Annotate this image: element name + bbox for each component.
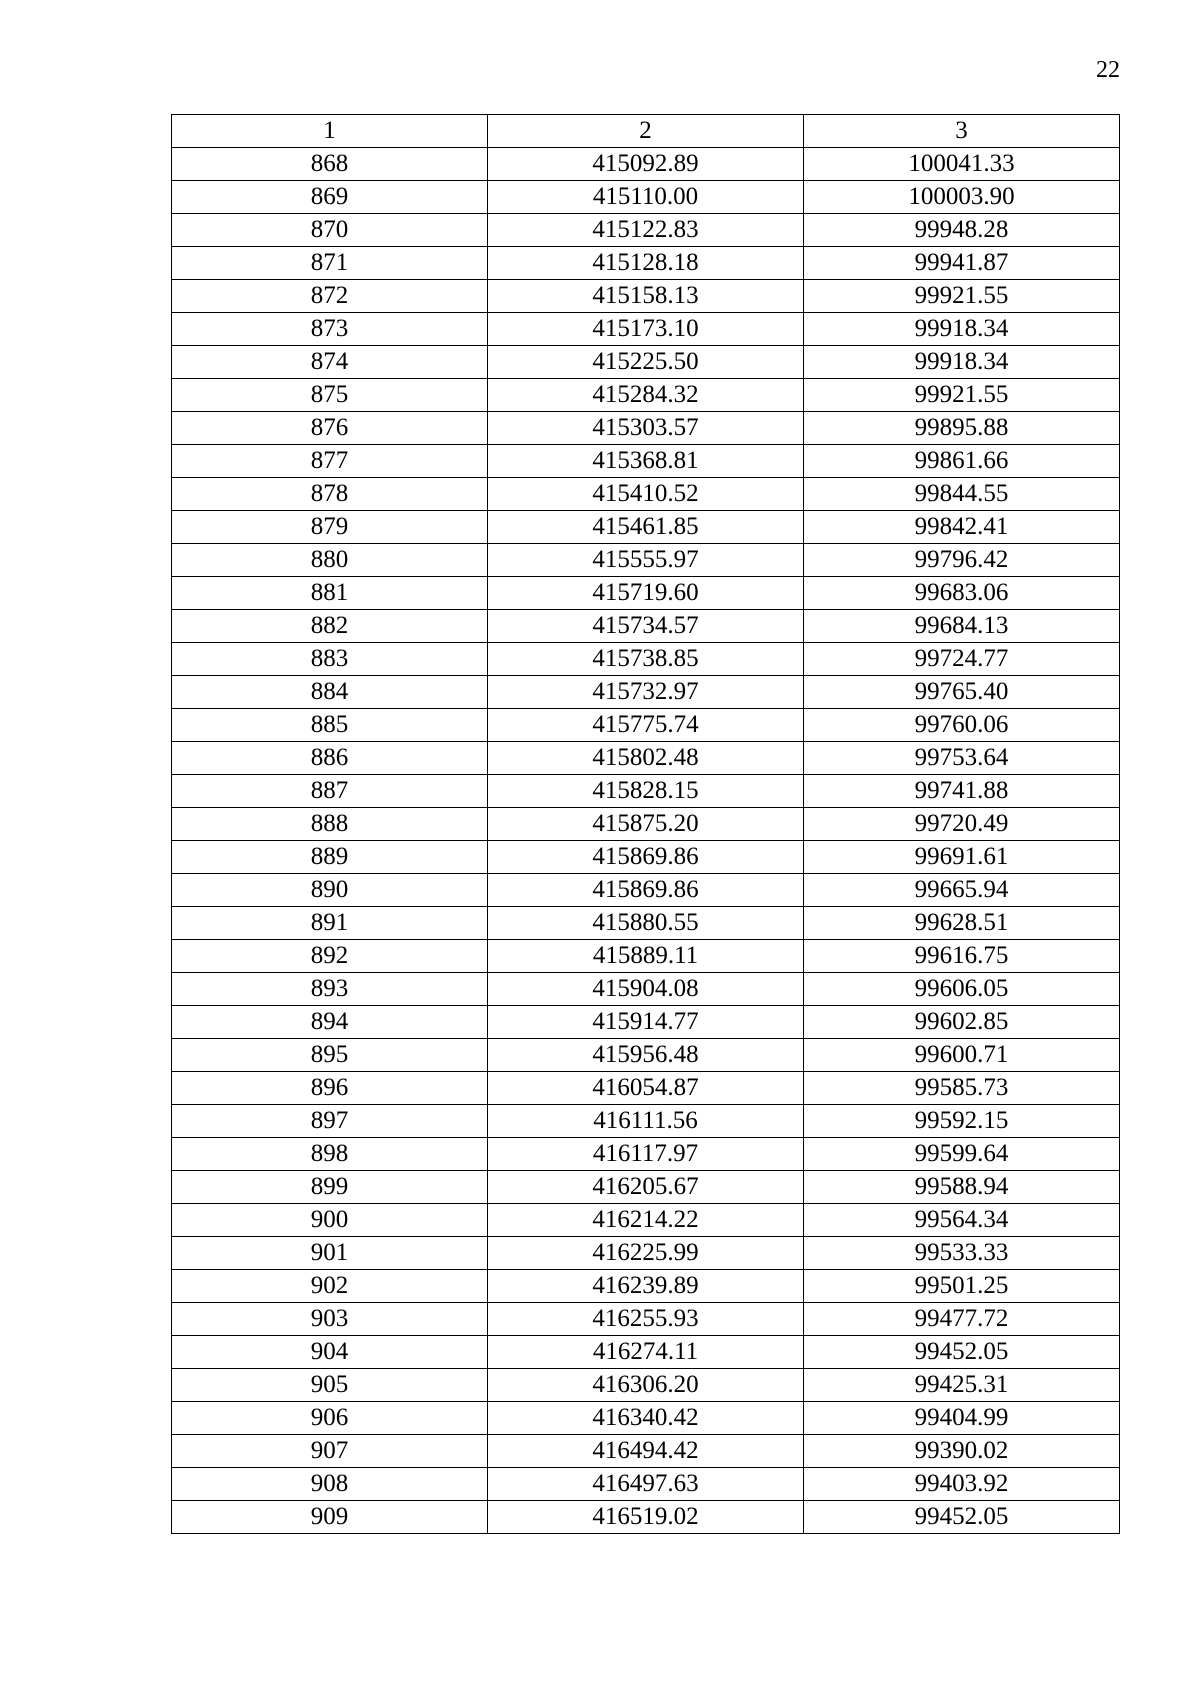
point-number-cell: 887 xyxy=(172,775,488,808)
table-row xyxy=(172,1435,1120,1468)
y-coordinate-cell: 99765.40 xyxy=(804,676,1120,709)
table-row xyxy=(172,148,1120,181)
point-number-cell: 892 xyxy=(172,940,488,973)
table-row xyxy=(172,280,1120,313)
x-coordinate-cell: 415092.89 xyxy=(488,148,804,181)
table-row xyxy=(172,742,1120,775)
point-number-cell: 869 xyxy=(172,181,488,214)
y-coordinate-cell: 99628.51 xyxy=(804,907,1120,940)
table-row xyxy=(172,808,1120,841)
x-coordinate-cell: 415461.85 xyxy=(488,511,804,544)
x-coordinate-cell: 416494.42 xyxy=(488,1435,804,1468)
y-coordinate-cell: 99665.94 xyxy=(804,874,1120,907)
x-coordinate-cell: 415303.57 xyxy=(488,412,804,445)
table-row xyxy=(172,1270,1120,1303)
y-coordinate-cell: 99948.28 xyxy=(804,214,1120,247)
y-coordinate-cell: 99404.99 xyxy=(804,1402,1120,1435)
x-coordinate-cell: 415410.52 xyxy=(488,478,804,511)
point-number-cell: 883 xyxy=(172,643,488,676)
table-row xyxy=(172,1204,1120,1237)
x-coordinate-cell: 416054.87 xyxy=(488,1072,804,1105)
x-coordinate-cell: 415225.50 xyxy=(488,346,804,379)
y-coordinate-cell: 100041.33 xyxy=(804,148,1120,181)
table-row xyxy=(172,1105,1120,1138)
x-coordinate-cell: 415110.00 xyxy=(488,181,804,214)
table-row xyxy=(172,643,1120,676)
y-coordinate-cell: 99425.31 xyxy=(804,1369,1120,1402)
point-number-cell: 904 xyxy=(172,1336,488,1369)
point-number-cell: 909 xyxy=(172,1501,488,1534)
x-coordinate-cell: 415284.32 xyxy=(488,379,804,412)
x-coordinate-cell: 415869.86 xyxy=(488,841,804,874)
point-number-cell: 868 xyxy=(172,148,488,181)
x-coordinate-cell: 416117.97 xyxy=(488,1138,804,1171)
table-row xyxy=(172,1039,1120,1072)
y-coordinate-cell: 99606.05 xyxy=(804,973,1120,1006)
y-coordinate-cell: 99918.34 xyxy=(804,313,1120,346)
point-number-cell: 881 xyxy=(172,577,488,610)
x-coordinate-cell: 416214.22 xyxy=(488,1204,804,1237)
table-row xyxy=(172,1336,1120,1369)
table-row xyxy=(172,907,1120,940)
table-row xyxy=(172,214,1120,247)
x-coordinate-cell: 415122.83 xyxy=(488,214,804,247)
x-coordinate-cell: 416519.02 xyxy=(488,1501,804,1534)
y-coordinate-cell: 99452.05 xyxy=(804,1501,1120,1534)
point-number-cell: 884 xyxy=(172,676,488,709)
point-number-cell: 896 xyxy=(172,1072,488,1105)
y-coordinate-cell: 99452.05 xyxy=(804,1336,1120,1369)
table-row xyxy=(172,874,1120,907)
x-coordinate-cell: 415889.11 xyxy=(488,940,804,973)
table-row xyxy=(172,412,1120,445)
y-coordinate-cell: 99602.85 xyxy=(804,1006,1120,1039)
y-coordinate-cell: 99564.34 xyxy=(804,1204,1120,1237)
table-row xyxy=(172,973,1120,1006)
y-coordinate-cell: 99501.25 xyxy=(804,1270,1120,1303)
x-coordinate-cell: 415734.57 xyxy=(488,610,804,643)
x-coordinate-cell: 416111.56 xyxy=(488,1105,804,1138)
point-number-cell: 888 xyxy=(172,808,488,841)
x-coordinate-cell: 415875.20 xyxy=(488,808,804,841)
x-coordinate-cell: 415555.97 xyxy=(488,544,804,577)
x-coordinate-cell: 415802.48 xyxy=(488,742,804,775)
point-number-cell: 877 xyxy=(172,445,488,478)
y-coordinate-cell: 99585.73 xyxy=(804,1072,1120,1105)
point-number-cell: 906 xyxy=(172,1402,488,1435)
point-number-cell: 895 xyxy=(172,1039,488,1072)
table-row xyxy=(172,709,1120,742)
point-number-cell: 901 xyxy=(172,1237,488,1270)
table-row xyxy=(172,1138,1120,1171)
table-row xyxy=(172,610,1120,643)
table-row xyxy=(172,544,1120,577)
table-row xyxy=(172,247,1120,280)
point-number-cell: 902 xyxy=(172,1270,488,1303)
y-coordinate-cell: 99918.34 xyxy=(804,346,1120,379)
table-row xyxy=(172,775,1120,808)
x-coordinate-cell: 415719.60 xyxy=(488,577,804,610)
point-number-cell: 891 xyxy=(172,907,488,940)
x-coordinate-cell: 415732.97 xyxy=(488,676,804,709)
x-coordinate-cell: 415914.77 xyxy=(488,1006,804,1039)
y-coordinate-cell: 99753.64 xyxy=(804,742,1120,775)
table-row xyxy=(172,313,1120,346)
table-row xyxy=(172,379,1120,412)
x-coordinate-cell: 415880.55 xyxy=(488,907,804,940)
table-row xyxy=(172,1006,1120,1039)
y-coordinate-cell: 99724.77 xyxy=(804,643,1120,676)
point-number-cell: 899 xyxy=(172,1171,488,1204)
table-row xyxy=(172,1402,1120,1435)
x-coordinate-cell: 415738.85 xyxy=(488,643,804,676)
y-coordinate-cell: 99760.06 xyxy=(804,709,1120,742)
point-number-cell: 873 xyxy=(172,313,488,346)
y-coordinate-cell: 99842.41 xyxy=(804,511,1120,544)
table-row xyxy=(172,1072,1120,1105)
y-coordinate-cell: 100003.90 xyxy=(804,181,1120,214)
x-coordinate-cell: 416497.63 xyxy=(488,1468,804,1501)
table-row xyxy=(172,1237,1120,1270)
table-row xyxy=(172,445,1120,478)
x-coordinate-cell: 415828.15 xyxy=(488,775,804,808)
y-coordinate-cell: 99600.71 xyxy=(804,1039,1120,1072)
x-coordinate-cell: 415158.13 xyxy=(488,280,804,313)
y-coordinate-cell: 99683.06 xyxy=(804,577,1120,610)
x-coordinate-cell: 415173.10 xyxy=(488,313,804,346)
y-coordinate-cell: 99861.66 xyxy=(804,445,1120,478)
point-number-cell: 905 xyxy=(172,1369,488,1402)
table-row xyxy=(172,478,1120,511)
point-number-cell: 882 xyxy=(172,610,488,643)
x-coordinate-cell: 416205.67 xyxy=(488,1171,804,1204)
y-coordinate-cell: 99592.15 xyxy=(804,1105,1120,1138)
y-coordinate-cell: 99691.61 xyxy=(804,841,1120,874)
point-number-cell: 876 xyxy=(172,412,488,445)
table-row xyxy=(172,181,1120,214)
table-row xyxy=(172,676,1120,709)
y-coordinate-cell: 99941.87 xyxy=(804,247,1120,280)
x-coordinate-cell: 415904.08 xyxy=(488,973,804,1006)
table-row xyxy=(172,1303,1120,1336)
y-coordinate-cell: 99921.55 xyxy=(804,379,1120,412)
x-coordinate-cell: 415368.81 xyxy=(488,445,804,478)
x-coordinate-cell: 416274.11 xyxy=(488,1336,804,1369)
point-number-cell: 897 xyxy=(172,1105,488,1138)
y-coordinate-cell: 99616.75 xyxy=(804,940,1120,973)
point-number-cell: 878 xyxy=(172,478,488,511)
table-body xyxy=(172,115,1120,1534)
point-number-cell: 880 xyxy=(172,544,488,577)
y-coordinate-cell: 99741.88 xyxy=(804,775,1120,808)
y-coordinate-cell: 99720.49 xyxy=(804,808,1120,841)
x-coordinate-cell: 415869.86 xyxy=(488,874,804,907)
column-header-3: 3 xyxy=(804,115,1120,148)
point-number-cell: 890 xyxy=(172,874,488,907)
y-coordinate-cell: 99796.42 xyxy=(804,544,1120,577)
table-row xyxy=(172,577,1120,610)
table-row xyxy=(172,940,1120,973)
point-number-cell: 907 xyxy=(172,1435,488,1468)
point-number-cell: 879 xyxy=(172,511,488,544)
table-row xyxy=(172,511,1120,544)
y-coordinate-cell: 99599.64 xyxy=(804,1138,1120,1171)
x-coordinate-cell: 416225.99 xyxy=(488,1237,804,1270)
point-number-cell: 874 xyxy=(172,346,488,379)
y-coordinate-cell: 99844.55 xyxy=(804,478,1120,511)
y-coordinate-cell: 99533.33 xyxy=(804,1237,1120,1270)
y-coordinate-cell: 99390.02 xyxy=(804,1435,1120,1468)
point-number-cell: 894 xyxy=(172,1006,488,1039)
x-coordinate-cell: 416306.20 xyxy=(488,1369,804,1402)
point-number-cell: 908 xyxy=(172,1468,488,1501)
y-coordinate-cell: 99895.88 xyxy=(804,412,1120,445)
x-coordinate-cell: 415775.74 xyxy=(488,709,804,742)
x-coordinate-cell: 416255.93 xyxy=(488,1303,804,1336)
y-coordinate-cell: 99684.13 xyxy=(804,610,1120,643)
x-coordinate-cell: 415956.48 xyxy=(488,1039,804,1072)
column-header-2: 2 xyxy=(488,115,804,148)
point-number-cell: 898 xyxy=(172,1138,488,1171)
point-number-cell: 870 xyxy=(172,214,488,247)
table-row xyxy=(172,1501,1120,1534)
x-coordinate-cell: 415128.18 xyxy=(488,247,804,280)
page-number: 22 xyxy=(1096,57,1120,83)
point-number-cell: 885 xyxy=(172,709,488,742)
x-coordinate-cell: 416340.42 xyxy=(488,1402,804,1435)
table-row xyxy=(172,1171,1120,1204)
coordinates-table xyxy=(171,114,1120,1534)
point-number-cell: 903 xyxy=(172,1303,488,1336)
point-number-cell: 889 xyxy=(172,841,488,874)
y-coordinate-cell: 99477.72 xyxy=(804,1303,1120,1336)
column-header-1: 1 xyxy=(172,115,488,148)
y-coordinate-cell: 99588.94 xyxy=(804,1171,1120,1204)
point-number-cell: 875 xyxy=(172,379,488,412)
point-number-cell: 871 xyxy=(172,247,488,280)
point-number-cell: 886 xyxy=(172,742,488,775)
point-number-cell: 872 xyxy=(172,280,488,313)
y-coordinate-cell: 99403.92 xyxy=(804,1468,1120,1501)
x-coordinate-cell: 416239.89 xyxy=(488,1270,804,1303)
table-row xyxy=(172,841,1120,874)
table-header-row xyxy=(172,115,1120,148)
table-row xyxy=(172,346,1120,379)
y-coordinate-cell: 99921.55 xyxy=(804,280,1120,313)
point-number-cell: 900 xyxy=(172,1204,488,1237)
table-row xyxy=(172,1468,1120,1501)
point-number-cell: 893 xyxy=(172,973,488,1006)
table-row xyxy=(172,1369,1120,1402)
